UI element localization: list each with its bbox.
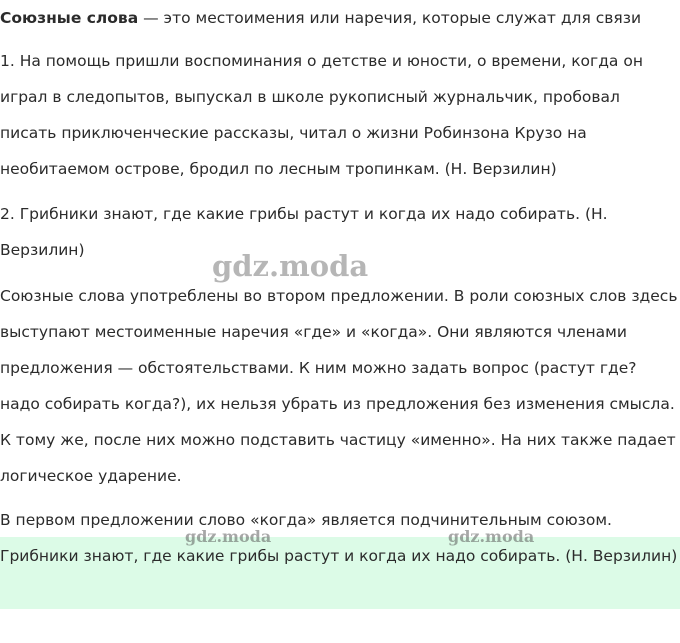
definition-paragraph xyxy=(0,0,680,36)
example-sentence-1: 1. На помощь пришли воспоминания о детстве и юности, о времени, когда он играл в следопытов, выпускал в школе рукописный журнальчик, пробовал писать приключенческие рассказы, читал о жизни Робинзона Крузо на необитаемом острове, бродил по лесным тропинкам. (Н. Верзилин) xyxy=(0,52,643,178)
definition-term: Союзные слова xyxy=(0,9,139,27)
definition-text: — это местоимения или наречия, которые служат для связи xyxy=(138,9,642,27)
example-sentence-2: 2. Грибники знают, где какие грибы растут и когда их надо собирать. (Н. Верзилин) xyxy=(0,205,608,259)
explanation-paragraph: Союзные слова употреблены во втором предложении. В роли союзных слов здесь выступают местоименные наречия «где» и «когда». Они являются членами предложения — обстоятельствами. К ним можно задать вопрос (растут где? надо собирать когда?), их нельзя убрать из предложения без изменения смысла. К тому же, после них можно подставить частицу «именно». На них также падает логическое ударение. xyxy=(0,287,678,485)
watermark-logo: gdz.moda xyxy=(212,249,369,283)
conclusion-paragraph: В первом предложении слово «когда» является подчинительным союзом. xyxy=(0,511,612,529)
watermark-logo-small-left: gdz.moda xyxy=(185,527,272,546)
watermark-logo-small-right: gdz.moda xyxy=(448,527,535,546)
answer-paragraph: Грибники знают, где какие грибы растут и когда их надо собирать. (Н. Верзилин) xyxy=(0,547,678,565)
